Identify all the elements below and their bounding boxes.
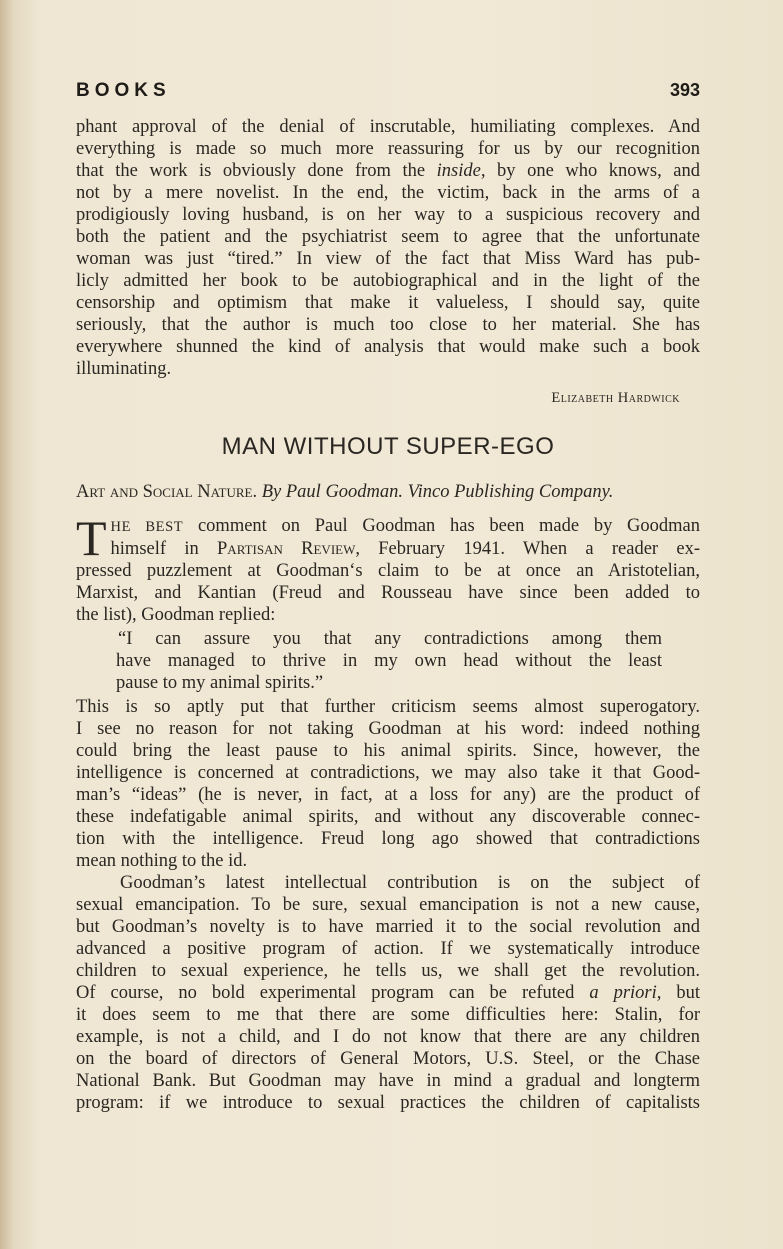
text-line [76,982,700,1004]
text-line: licly admitted her book to be autobiographical and in the light of the [76,271,700,291]
text-line: the list), Goodman replied: [76,605,276,625]
text-line: example, is not a child, and I do not know that there are any children [76,1027,700,1047]
text-line: children to sexual experience, he tells us, we shall get the revolution. [76,961,700,981]
text-line: could bring the least pause to his animal spirits. Since, however, the [76,741,700,761]
text-line: not by a mere novelist. In the end, the victim, back in the arms of a [76,183,700,203]
text-fragment: February 1941. When a reader ex- [359,539,700,559]
text-line: National Bank. But Goodman may have in mind a gradual and longterm [76,1071,700,1091]
page-number: 393 [669,80,700,100]
section-heading: BOOKS [76,80,171,101]
block-quote [116,628,662,694]
lead-in: HE BEST [110,519,184,535]
text-line: Goodman’s latest intellectual contribution is on the subject of [120,873,700,893]
quote-line: pause to my animal spirits.” [116,673,324,693]
text-line: advanced a positive program of action. If we systematically introduce [76,939,700,959]
book-byline: By Paul Goodman. Vinco Publishing Company. [261,482,614,502]
text-line: prodigiously loving husband, is on her way to a suspicious recovery and [76,205,700,225]
text-line: but Goodman’s novelty is to have married it to the social revolution and [76,917,700,937]
text-line: mean nothing to the id. [76,851,248,871]
book-page [76,78,700,1114]
emphasis-inside: inside, [436,161,486,181]
text-fragment: but [661,983,700,1003]
text-line: seriously, that the author is much too close to her material. She has [76,315,700,335]
text-line: phant approval of the denial of inscrutable, humiliating complexes. And [76,117,700,137]
text-line: intelligence is concerned at contradictions, we may also take it that Good- [76,763,700,783]
text-line: Marxist, and Kantian (Freud and Rousseau have since been added to [76,583,700,603]
text-fragment: by one who knows, and [485,161,700,181]
text-line: illuminating. [76,359,172,379]
text-fragment: that the work is obviously done from the [76,161,437,181]
text-line: everywhere shunned the kind of analysis that would make such a book [76,337,700,357]
text-fragment: comment on Paul Goodman has been made by Goodman [183,516,700,536]
text-line: it does seem to me that there are some difficulties here: Stalin, for [76,1005,700,1025]
text-line: woman was just “tired.” In view of the fact that Miss Ward has pub- [76,249,700,269]
article-title: MAN WITHOUT SUPER-EGO [221,433,555,460]
text-line: censorship and optimism that make it valueless, I should say, quite [76,293,700,313]
running-header [76,78,700,108]
text-line: This is so aptly put that further criticism seems almost superogatory. [76,697,700,717]
text-line: program: if we introduce to sexual practices the children of capitalists [76,1093,700,1113]
text-fragment: himself in [110,539,218,559]
journal-name: Partisan Review, [217,539,360,559]
text-line: tion with the intelligence. Freud long ago showed that contradictions [76,829,700,849]
text-line [76,538,700,560]
text-line: these indefatigable animal spirits, and without any discoverable connec- [76,807,700,827]
text-line [76,160,700,182]
text-line: sexual emancipation. To be sure, sexual emancipation is not a new cause, [76,895,700,915]
quote-line: have managed to thrive in my own head without the least [116,651,662,671]
text-line: I see no reason for not taking Goodman at his word: indeed nothing [76,719,700,739]
second-paragraph [76,696,700,872]
text-line: pressed puzzlement at Goodman‘s claim to be at once an Aristotelian, [76,561,700,581]
text-line [76,515,700,538]
intro-paragraph [76,116,700,380]
text-line: man’s “ideas” (he is never, in fact, at a loss for any) are the product of [76,785,700,805]
text-line: on the board of directors of General Motors, U.S. Steel, or the Chase [76,1049,700,1069]
book-title: Art and Social Nature. [76,482,258,502]
author-signature: Elizabeth Hardwick [551,390,680,406]
opening-paragraph [76,510,700,626]
drop-cap: T [76,510,107,566]
third-paragraph [76,872,700,1114]
text-line: everything is made so much more reassuring for us by our recognition [76,139,700,159]
quote-line: “I can assure you that any contradictions among them [118,629,662,649]
text-line: both the patient and the psychiatrist seem to agree that the unfortunate [76,227,700,247]
book-citation [76,481,700,503]
emphasis-a-priori: a priori, [589,983,662,1003]
text-fragment: Of course, no bold experimental program can be refuted [76,983,590,1003]
